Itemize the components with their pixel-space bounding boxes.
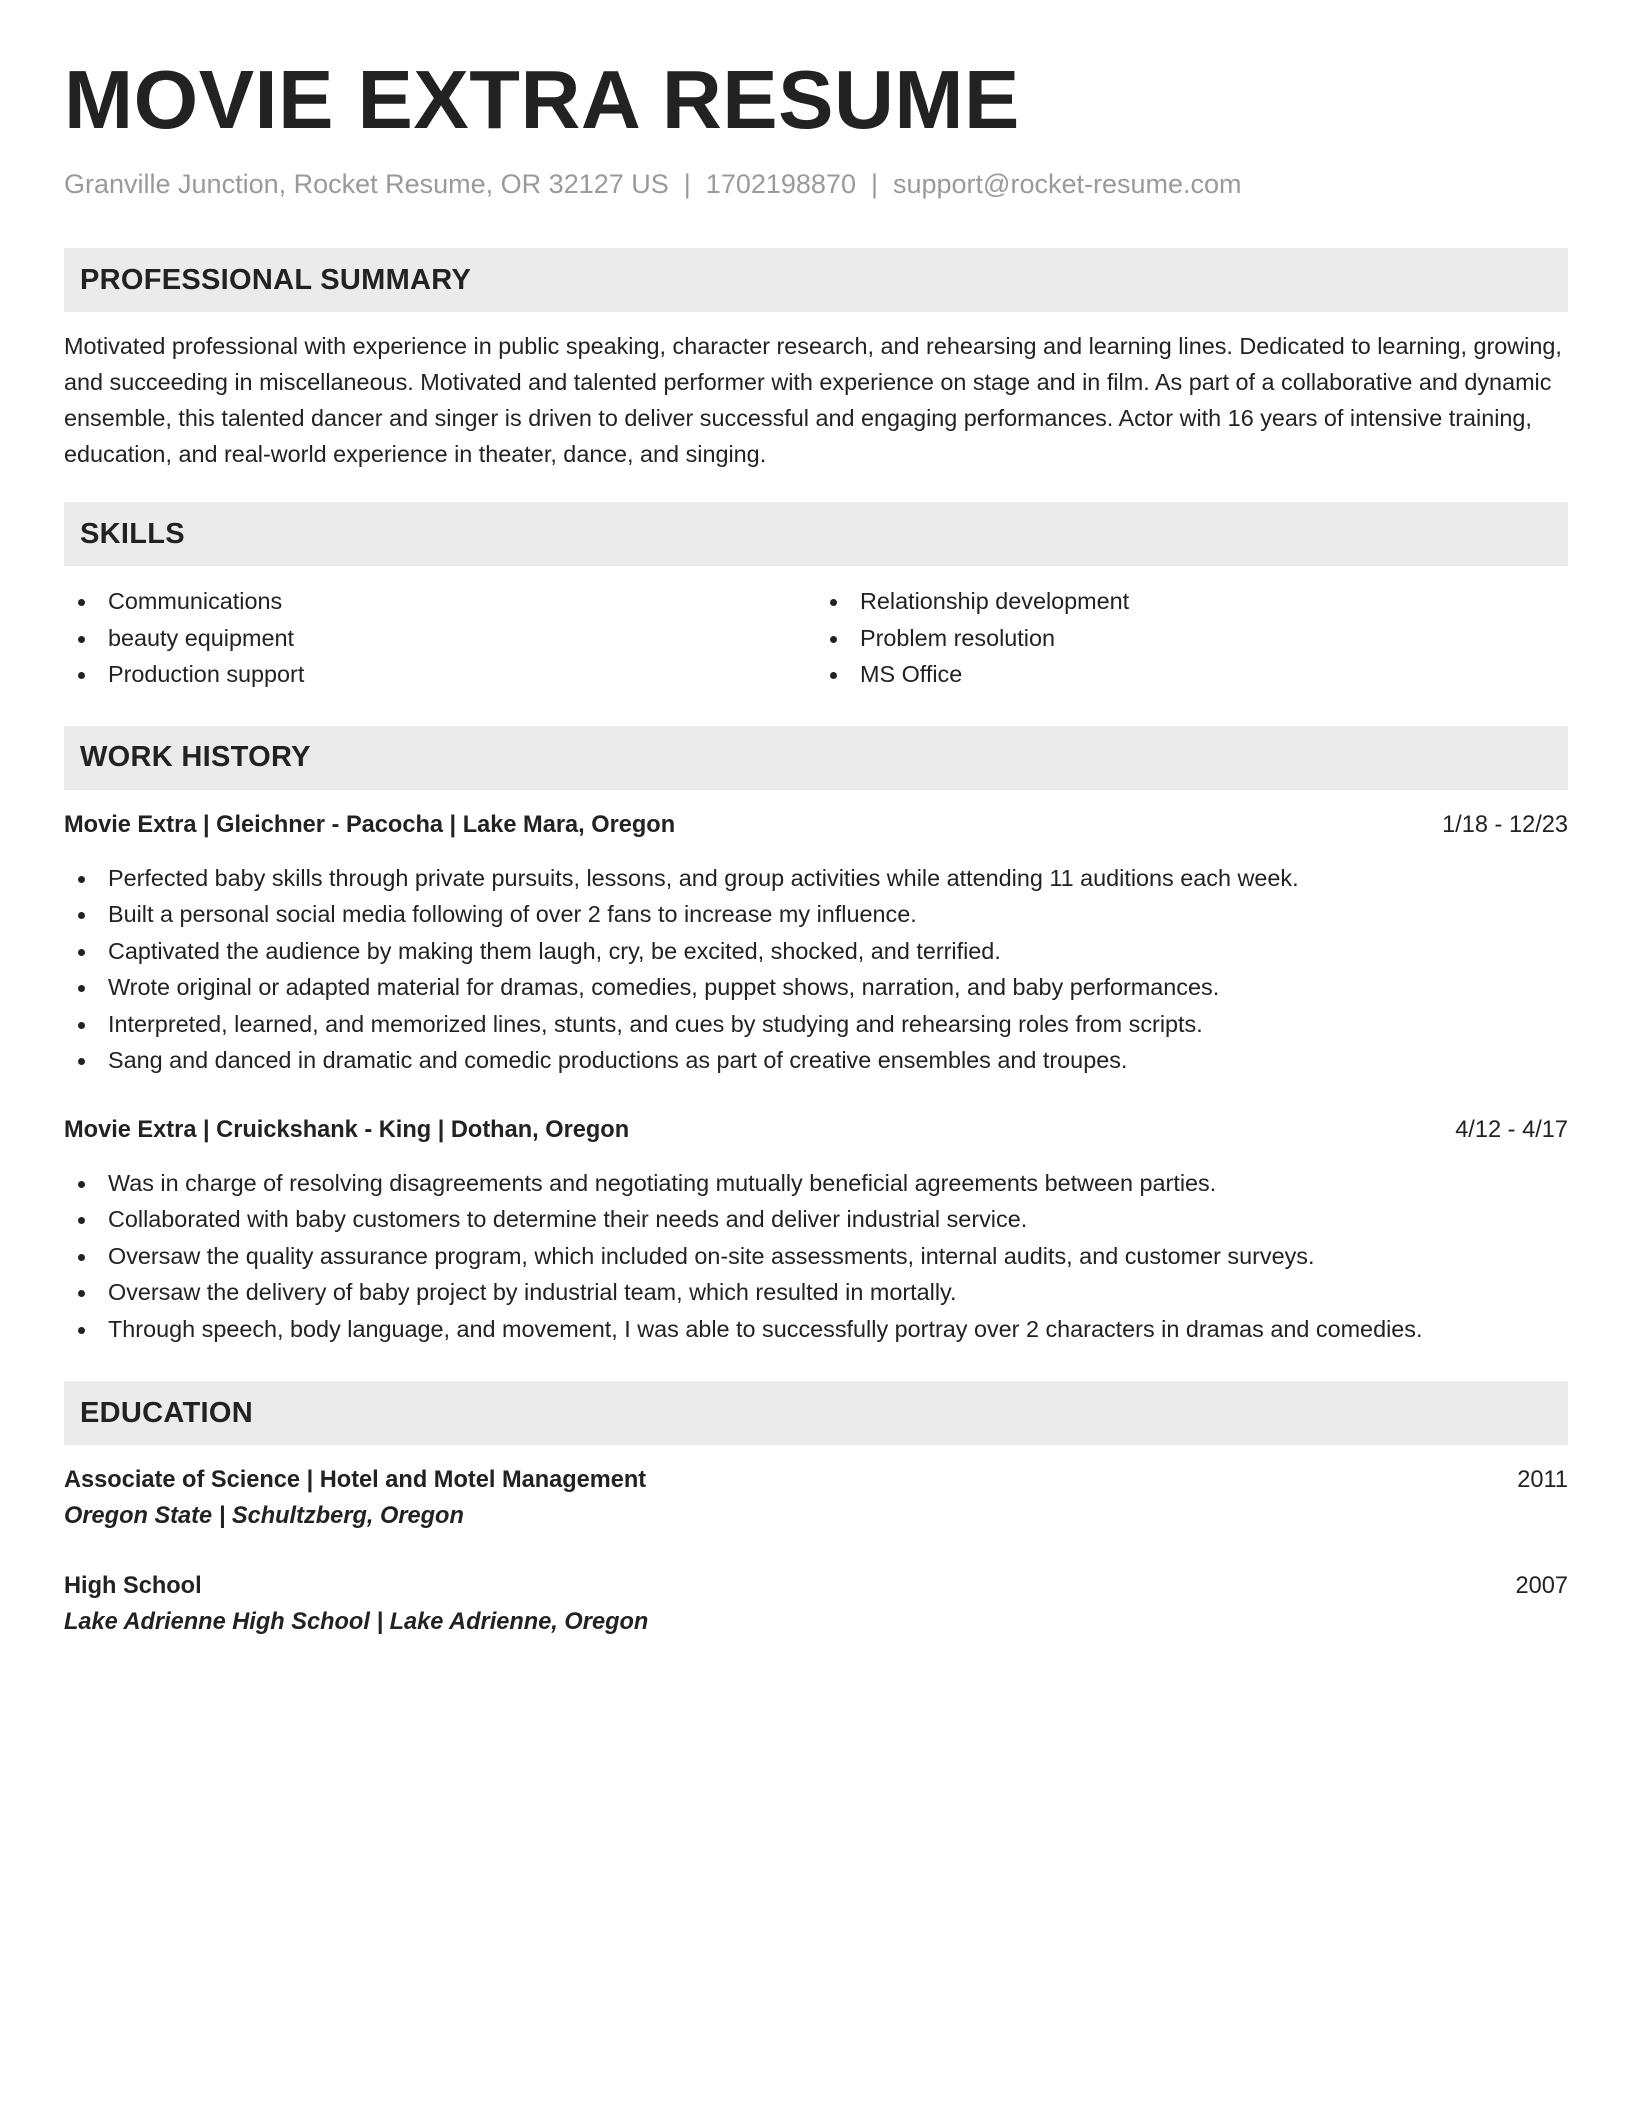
contact-address: Granville Junction, Rocket Resume, OR 32127 US [64,169,669,199]
education-school: Lake Adrienne High School | Lake Adrienne, Oregon [64,1609,649,1635]
job-duties-list [64,1165,1568,1348]
job-duty-item: Was in charge of resolving disagreements and negotiating mutually beneficial agreements between parties. [64,1165,1568,1202]
job-duty-item: Perfected baby skills through private pursuits, lessons, and group activities while attending 11 auditions each week. [64,860,1568,897]
job-duty-item: Oversaw the delivery of baby project by industrial team, which resulted in mortally. [64,1274,1568,1311]
education-entry [64,1463,1568,1535]
job-title: Movie Extra | Gleichner - Pacocha | Lake Mara, Oregon [64,811,676,838]
job-duty-item: Captivated the audience by making them laugh, cry, be excited, shocked, and terrified. [64,933,1568,970]
contact-phone: 1702198870 [705,169,856,199]
job-header [64,808,1568,842]
contact-email: support@rocket-resume.com [892,169,1242,199]
skill-item: MS Office [816,656,1568,693]
job-duty-item: Sang and danced in dramatic and comedic productions as part of creative ensembles and troupes. [64,1042,1568,1079]
education-school: Oregon State | Schultzberg, Oregon [64,1503,464,1529]
skill-item: Communications [64,583,816,620]
job-title: Movie Extra | Cruickshank - King | Dothan, Oregon [64,1116,630,1143]
skills-column-left [64,583,816,693]
education-year: 2011 [1517,1467,1568,1493]
education-header [64,1463,1568,1497]
job-header [64,1113,1568,1147]
summary-section-heading: PROFESSIONAL SUMMARY [64,248,1568,312]
skills-column-right [816,583,1568,693]
skill-item: Relationship development [816,583,1568,620]
skill-item: beauty equipment [64,620,816,657]
job-duty-item: Collaborated with baby customers to determine their needs and deliver industrial service. [64,1201,1568,1238]
job-duty-item: Wrote original or adapted material for dramas, comedies, puppet shows, narration, and baby performances. [64,969,1568,1006]
education-section-heading: EDUCATION [64,1381,1568,1445]
job-duty-item: Interpreted, learned, and memorized lines, stunts, and cues by studying and rehearsing roles from scripts. [64,1006,1568,1043]
job-dates: 4/12 - 4/17 [1455,1116,1568,1143]
education-entry [64,1569,1568,1641]
job-duties-list [64,860,1568,1079]
contact-separator: | [683,169,691,199]
summary-text: Motivated professional with experience in public speaking, character research, and rehearsing and learning lines. Dedicated to learning, growing, and succeeding in miscellaneous. Motivated and talented performer with experience on stage and in film. As part of a collaborative and dynamic ensemble, this talented dancer and singer is driven to deliver successful and engaging performances. Actor with 16 years of intensive training, education, and real-world experience in theater, dance, and singing. [64,333,1562,467]
work-history-section-heading: WORK HISTORY [64,726,1568,790]
job-duty-item: Oversaw the quality assurance program, which included on-site assessments, internal audits, and customer surveys. [64,1238,1568,1275]
resume-title: MOVIE EXTRA RESUME [64,53,1020,146]
skills-section-heading: SKILLS [64,502,1568,566]
skills-list [64,583,1568,693]
contact-separator: | [870,169,878,199]
education-year: 2007 [1515,1573,1568,1599]
education-degree: High School [64,1573,202,1599]
job-duty-item: Through speech, body language, and movement, I was able to successfully portray over 2 characters in dramas and comedies. [64,1311,1568,1348]
contact-line [64,166,1568,202]
education-degree: Associate of Science | Hotel and Motel Management [64,1467,647,1493]
skill-item: Production support [64,656,816,693]
education-header [64,1569,1568,1603]
job-dates: 1/18 - 12/23 [1442,811,1568,838]
skill-item: Problem resolution [816,620,1568,657]
job-duty-item: Built a personal social media following of over 2 fans to increase my influence. [64,896,1568,933]
